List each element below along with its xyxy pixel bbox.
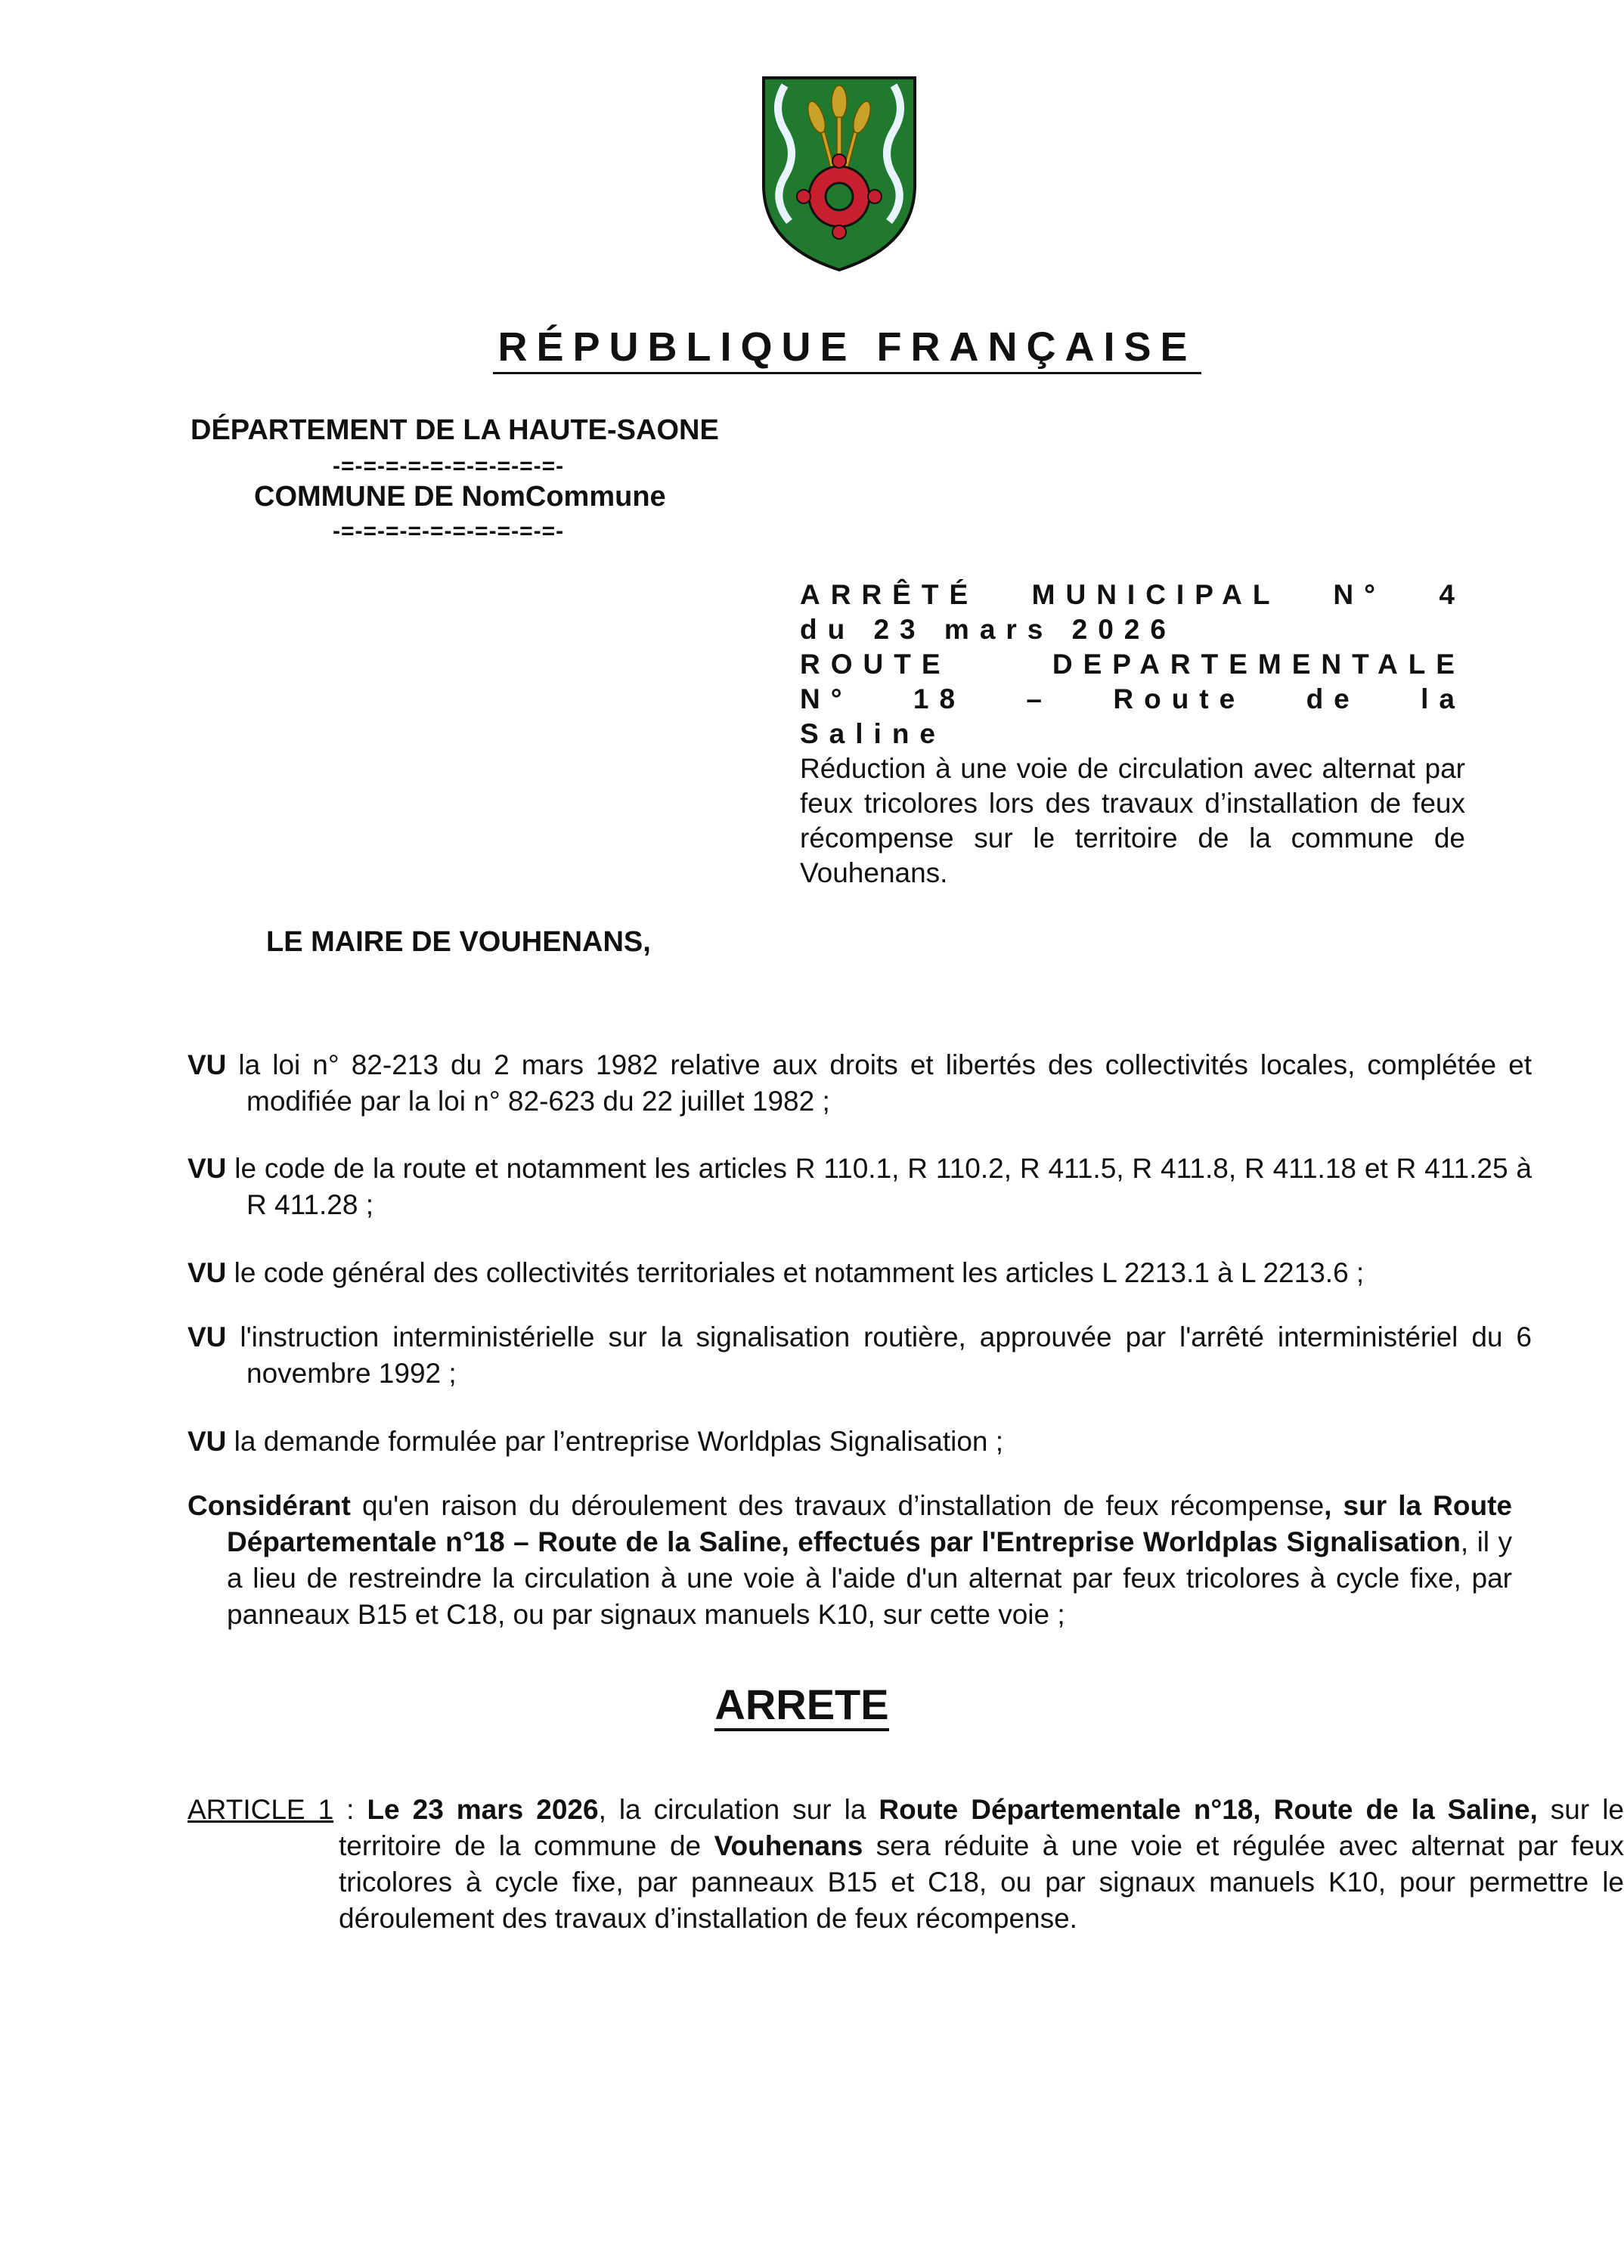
vu-lead: VU bbox=[188, 1153, 227, 1184]
departement-label: DÉPARTEMENT DE LA HAUTE-SAONE bbox=[191, 414, 719, 446]
arrete-route-line: Saline bbox=[800, 718, 946, 749]
vu-paragraph bbox=[188, 1319, 1532, 1392]
vu-paragraph bbox=[188, 1047, 1532, 1120]
vu-text: la loi n° 82-213 du 2 mars 1982 relative aux droits et libertés des collectivités locales, complétée et modifiée par la loi n° 82-623 du 22 juillet 1982 ; bbox=[226, 1049, 1532, 1117]
vu-paragraph bbox=[188, 1151, 1532, 1223]
vu-text: l'instruction interministérielle sur la signalisation routière, approuvée par l'arrêté interministériel du 6 novembre 1992 ; bbox=[226, 1321, 1532, 1389]
vu-text: la demande formulée par l’entreprise Worldplas Signalisation ; bbox=[226, 1426, 1004, 1457]
arrete-date: du 23 mars 2026 bbox=[800, 614, 1176, 645]
article-label: ARTICLE 1 bbox=[188, 1794, 334, 1825]
article-text: sera réduite à une voie et régulée avec alternat par feux tricolores à cycle fixe, par panneaux B15 et C18, ou par signaux manuels K10, pour permettre le déroulement des travaux d’installation de feux récompense. bbox=[339, 1830, 1624, 1934]
vu-lead: VU bbox=[188, 1426, 227, 1457]
article-commune: Vouhenans bbox=[714, 1830, 863, 1861]
vu-paragraph bbox=[188, 1424, 1532, 1460]
maire-label: LE MAIRE DE VOUHENANS, bbox=[266, 926, 651, 958]
coat-of-arms-emblem bbox=[756, 72, 922, 276]
vu-lead: VU bbox=[188, 1321, 227, 1352]
commune-label: COMMUNE DE NomCommune bbox=[254, 481, 666, 513]
article-1 bbox=[188, 1792, 1624, 1937]
considerant-bold: , sur la Route Départementale n°18 – Route de la Saline, effectués par l'Entreprise Worldplas Signalisation bbox=[227, 1490, 1512, 1557]
arrete-title: ARRETE bbox=[0, 1680, 1604, 1729]
article-text: sur le territoire de la commune de bbox=[339, 1794, 1624, 1861]
vu-text: le code de la route et notamment les articles R 110.1, R 110.2, R 411.5, R 411.8, R 411.18 et R 411.25 à R 411.28 ; bbox=[226, 1153, 1532, 1220]
article-text: , la circulation sur la bbox=[598, 1794, 879, 1825]
arrete-route-line: N° 18 – Route de la bbox=[800, 683, 1465, 714]
vu-paragraph bbox=[188, 1255, 1532, 1291]
vu-lead: VU bbox=[188, 1257, 227, 1288]
article-date: Le 23 mars 2026 bbox=[367, 1794, 599, 1825]
article-route: Route Départementale n°18, Route de la Saline, bbox=[879, 1794, 1538, 1825]
considerant-lead: Considérant bbox=[188, 1490, 351, 1521]
vu-lead: VU bbox=[188, 1049, 227, 1080]
considerant-text: , il y a lieu de restreindre la circulation à une voie à l'aide d'un alternat par feux tricolores à cycle fixe, par panneaux B15 et C18, ou par signaux manuels K10, sur cette voie ; bbox=[227, 1526, 1513, 1630]
considerant-paragraph bbox=[188, 1488, 1512, 1633]
republique-francaise-heading: RÉPUBLIQUE FRANÇAISE bbox=[0, 324, 1604, 374]
article-colon: : bbox=[333, 1794, 367, 1825]
separator: -=-=-=-=-=-=-=-=-=-=- bbox=[333, 454, 565, 479]
arrete-description: Réduction à une voie de circulation avec alternat par feux tricolores lors des travaux d’installation de feux récompense sur le territoire de la commune de Vouhenans. bbox=[800, 753, 1465, 888]
arrete-header-block bbox=[800, 578, 1465, 891]
separator: -=-=-=-=-=-=-=-=-=-=- bbox=[333, 519, 565, 544]
arrete-route-line: ROUTE DEPARTEMENTALE bbox=[800, 649, 1465, 680]
arrete-number: ARRÊTÉ MUNICIPAL N° 4 bbox=[800, 579, 1465, 610]
vu-text: le code général des collectivités territoriales et notamment les articles L 2213.1 à L 2213.6 ; bbox=[226, 1257, 1365, 1288]
considerant-text: qu'en raison du déroulement des travaux d’installation de feux récompense bbox=[350, 1490, 1325, 1521]
